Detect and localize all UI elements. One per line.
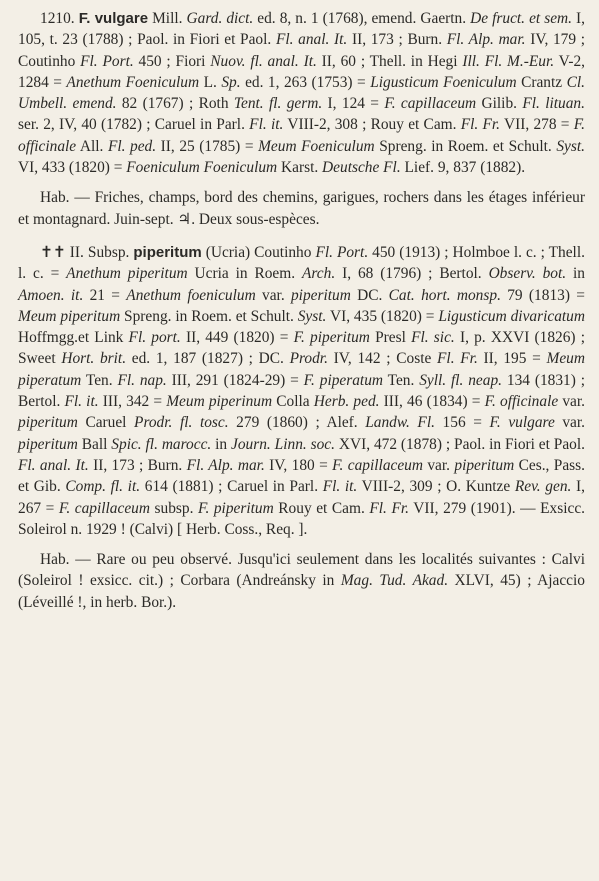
- italic-run: F. piperitum: [198, 499, 274, 517]
- species-entry-1210: [18, 8, 585, 178]
- italic-run: Fl. Alp. mar.: [446, 31, 526, 49]
- italic-run: Syst.: [297, 307, 327, 325]
- italic-run: Fl. it.: [64, 393, 99, 411]
- italic-run: Fl. Fr.: [369, 499, 409, 517]
- italic-run: Nuov. fl. anal. It.: [210, 52, 317, 70]
- italic-run: Fl. Port.: [80, 52, 134, 70]
- species-name: F. vulgare: [78, 10, 149, 27]
- italic-run: Amoen. it.: [18, 286, 84, 304]
- italic-run: F. officinale: [18, 116, 585, 155]
- italic-run: Journ. Linn. soc.: [231, 435, 335, 453]
- italic-run: Gard. dict.: [186, 10, 254, 27]
- italic-run: Fl. nap.: [117, 371, 167, 389]
- italic-run: Herb. ped.: [313, 393, 380, 411]
- italic-run: F. vulgare: [489, 414, 555, 432]
- italic-run: Fl. Fr.: [460, 116, 501, 134]
- italic-run: Anethum Foeniculum: [66, 73, 200, 91]
- italic-run: Deutsche Fl.: [322, 159, 401, 177]
- italic-run: Mag. Tud. Akad.: [340, 572, 449, 590]
- italic-run: Tent. fl. germ.: [233, 95, 323, 113]
- italic-run: F. piperatum: [303, 371, 384, 389]
- italic-run: Fl. sic.: [411, 329, 455, 347]
- subspecies-entry-piperitum: [18, 242, 585, 540]
- italic-run: F. capillaceum: [58, 499, 150, 517]
- italic-run: Ill. Fl. M.-Eur.: [462, 52, 555, 70]
- italic-run: Meum piperatum: [18, 350, 585, 389]
- subspecies-habitat-paragraph: Hab. — Rare ou peu observé. Jusqu'ici seulement dans les localités suivantes : Calvi (Soleirol ! exsicc. cit.) ; Corbara (Andreánsky in Mag. Tud. Akad. XLVI, 45) ; Ajaccio (Léveillé !, in herb. Bor.).: [18, 551, 585, 611]
- italic-run: piperitum: [18, 435, 78, 453]
- species-citations: Mill. Gard. dict. ed. 8, n. 1 (1768), emend. Gaertn. De fruct. et sem. I, 105, t. 23 (1788) ; Paol. in Fiori et Paol. Fl. anal. It. II, 173 ; Burn. Fl. Alp. mar. IV, 179 ; Coutinho Fl. Port. 450 ; Fiori Nuov. fl. anal. It. II, 60 ; Thell. in Hegi Ill. Fl. M.-Eur. V-2, 1284 = Anethum Foeniculum L. Sp. ed. 1, 263 (1753) = Ligusticum Foeniculum Crantz Cl. Umbell. emend. 82 (1767) ; Roth Tent. fl. germ. I, 124 = F. capillaceum Gilib. Fl. lituan. ser. 2, IV, 40 (1782) ; Caruel in Parl. Fl. it. VIII-2, 308 ; Rouy et Cam. Fl. Fr. VII, 278 = F. officinale All. Fl. ped. II, 25 (1785) = Meum Foeniculum Spreng. in Roem. et Schult. Syst. VI, 433 (1820) = Foeniculum Foeniculum Karst. Deutsche Fl. Lief. 9, 837 (1882).: [18, 10, 586, 177]
- italic-run: Foeniculum Foeniculum: [126, 159, 278, 177]
- italic-run: Fl. Alp. mar.: [186, 456, 265, 474]
- italic-run: Fl. lituan.: [522, 95, 585, 113]
- italic-run: Syst.: [556, 137, 585, 155]
- subspecies-citations: (Ucria) Coutinho Fl. Port. 450 (1913) ; Holmboe l. c. ; Thell. l. c. = Anethum piperitum Ucria in Roem. Arch. I, 68 (1796) ; Bertol. Observ. bot. in Amoen. it. 21 = Anethum foeniculum var. piperitum DC. Cat. hort. monsp. 79 (1813) = Meum piperitum Spreng. in Roem. et Schult. Syst. VI, 435 (1820) = Ligusticum divaricatum Hoffmgg.et Link Fl. port. II, 449 (1820) = F. piperitum Presl Fl. sic. I, p. XXVI (1826) ; Sweet Hort. brit. ed. 1, 187 (1827) ; DC. Prodr. IV, 142 ; Coste Fl. Fr. II, 195 = Meum piperatum Ten. Fl. nap. III, 291 (1824-29) = F. piperatum Ten. Syll. fl. neap. 134 (1831) ; Bertol. Fl. it. III, 342 = Meum piperinum Colla Herb. ped. III, 46 (1834) = F. officinale var. piperitum Caruel Prodr. fl. tosc. 279 (1860) ; Alef. Landw. Fl. 156 = F. vulgare var. piperitum Ball Spic. fl. marocc. in Journ. Linn. soc. XVI, 472 (1878) ; Paol. in Fiori et Paol. Fl. anal. It. II, 173 ; Burn. Fl. Alp. mar. IV, 180 = F. capillaceum var. piperitum Ces., Pass. et Gib. Comp. fl. it. 614 (1881) ; Caruel in Parl. Fl. it. VIII-2, 309 ; O. Kuntze Rev. gen. I, 267 = F. capillaceum subsp. F. piperitum Rouy et Cam. Fl. Fr. VII, 279 (1901). — Exsicc. Soleirol n. 1929 ! (Calvi) [ Herb. Coss., Req. ].: [18, 243, 586, 538]
- italic-run: piperitum: [290, 286, 351, 304]
- italic-run: Rev. gen.: [514, 478, 572, 496]
- italic-run: Fl. ped.: [107, 137, 157, 155]
- subspecies-marker: ✝✝ II. Subsp.: [40, 243, 130, 261]
- italic-run: De fruct. et sem.: [470, 10, 572, 27]
- italic-run: Meum piperinum: [166, 393, 273, 411]
- habitat-paragraph: Hab. — Friches, champs, bord des chemins, garigues, rochers dans les étages inférieur et montagnard. Juin-sept. ♃. Deux sous-espèces.: [18, 189, 585, 228]
- italic-run: Fl. Port.: [315, 243, 369, 261]
- italic-run: F. capillaceum: [384, 95, 477, 113]
- italic-run: Fl. Fr.: [437, 350, 478, 368]
- italic-run: Prodr. fl. tosc.: [134, 414, 229, 432]
- italic-run: Fl. it.: [322, 478, 358, 496]
- italic-run: piperitum: [454, 456, 515, 474]
- italic-run: Observ. bot.: [488, 265, 567, 283]
- italic-run: Meum piperitum: [18, 307, 121, 325]
- italic-run: Arch.: [301, 265, 336, 283]
- italic-run: Ligusticum Foeniculum: [370, 73, 517, 91]
- entry-number: 1210.: [40, 10, 75, 27]
- italic-run: Cl. Umbell. emend.: [18, 73, 585, 113]
- italic-run: Fl. anal. It.: [275, 31, 348, 49]
- italic-run: Anethum foeniculum: [126, 286, 256, 304]
- italic-run: Spic. fl. marocc.: [111, 435, 212, 453]
- italic-run: F. piperitum: [293, 329, 370, 347]
- italic-run: Sp.: [221, 73, 241, 91]
- italic-run: F. capillaceum: [332, 456, 423, 474]
- italic-run: Anethum piperitum: [66, 265, 188, 283]
- italic-run: Fl. it.: [249, 116, 284, 134]
- italic-run: F. officinale: [484, 393, 559, 411]
- italic-run: Cat. hort. monsp.: [388, 286, 501, 304]
- italic-run: piperitum: [18, 414, 78, 432]
- italic-run: Landw. Fl.: [365, 414, 435, 432]
- italic-run: Fl. port.: [128, 329, 181, 347]
- italic-run: Comp. fl. it.: [65, 478, 141, 496]
- italic-run: Prodr.: [289, 350, 328, 368]
- subspecies-name: piperitum: [133, 243, 202, 261]
- italic-run: Syll. fl. neap.: [419, 371, 503, 389]
- italic-run: Hort. brit.: [61, 350, 127, 368]
- italic-run: Fl. anal. It.: [18, 456, 89, 474]
- italic-run: Meum Foeniculum: [258, 137, 375, 155]
- italic-run: Ligusticum divaricatum: [438, 307, 585, 325]
